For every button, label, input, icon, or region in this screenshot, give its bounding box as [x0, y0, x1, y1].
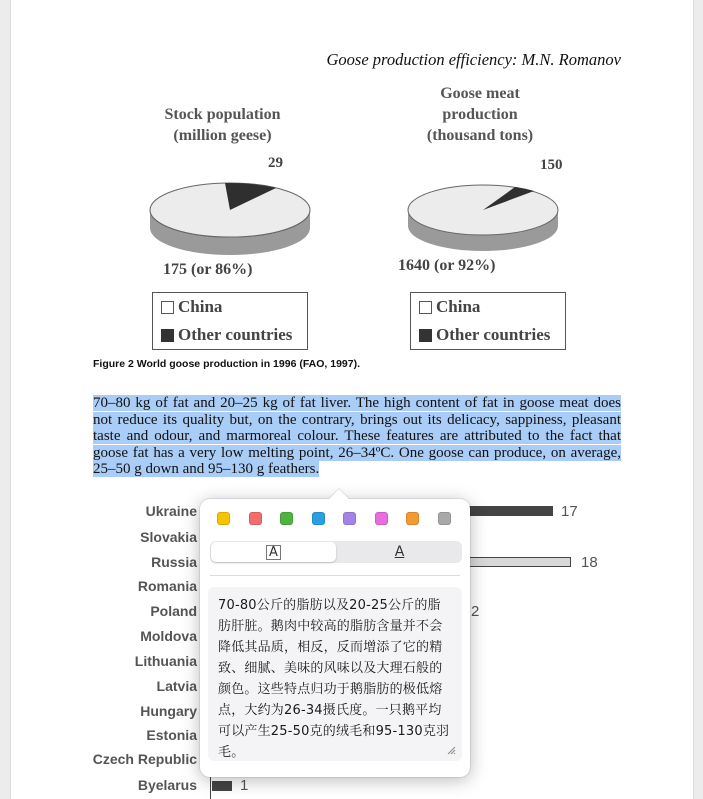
bar-label-estonia: Estonia: [146, 727, 197, 743]
popover-divider: [210, 575, 460, 576]
color-swatch-blue[interactable]: [312, 512, 325, 525]
color-swatch-purple[interactable]: [343, 512, 356, 525]
color-swatch-gray[interactable]: [438, 512, 451, 525]
legend-china-label: China: [178, 297, 223, 316]
right-pie-other-value: 150: [540, 157, 563, 173]
bar-axis: [210, 775, 211, 799]
left-pie-title: [140, 104, 305, 146]
color-swatch-row: [217, 512, 469, 525]
color-swatch-orange[interactable]: [406, 512, 419, 525]
other-swatch-right: [419, 329, 432, 342]
left-pie-title-line2: (million geese): [173, 127, 272, 144]
bar-label-czech-republic: Czech Republic: [92, 751, 197, 767]
left-pie-chart: [145, 170, 315, 260]
highlighted-paragraph[interactable]: [93, 395, 621, 478]
bar-label-hungary: Hungary: [140, 703, 197, 719]
note-text-area[interactable]: [208, 587, 462, 761]
left-pie-other-value: 29: [268, 155, 283, 171]
bar-ukraine: [465, 506, 553, 516]
bar-label-russia: Russia: [151, 554, 197, 570]
right-pie-chart: [403, 170, 563, 260]
right-pie-title-line2: production: [442, 106, 518, 123]
china-swatch: [161, 301, 174, 314]
legend-item-other-right: [419, 325, 550, 345]
highlight-style-button[interactable]: [211, 542, 336, 562]
color-swatch-yellow[interactable]: [217, 512, 230, 525]
bar-label-romania: Romania: [137, 578, 197, 594]
bar-value-byelarus: 1: [240, 777, 249, 794]
left-pie-china-value: 175 (or 86%): [163, 261, 253, 278]
underline-style-button[interactable]: [337, 542, 462, 562]
bar-label-lithuania: Lithuania: [134, 653, 197, 669]
china-swatch-right: [419, 301, 432, 314]
legend-item-other: [161, 325, 292, 345]
legend-item-china: [161, 297, 222, 317]
bar-byelarus: [212, 781, 232, 791]
right-pie-title: [400, 83, 560, 146]
bar-value-poland: 2: [471, 603, 480, 620]
right-pie-china-value: 1640 (or 92%): [398, 257, 496, 274]
color-swatch-green[interactable]: [280, 512, 293, 525]
figure-caption: Figure 2 World goose production in 1996 (FAO, 1997).: [93, 358, 361, 370]
bar-label-slovakia: Slovakia: [140, 529, 197, 545]
highlight-popover[interactable]: [200, 499, 470, 777]
bar-label-moldova: Moldova: [140, 628, 197, 644]
bar-value-ukraine: 17: [561, 503, 578, 520]
highlight-style-glyph: A: [266, 545, 281, 560]
right-pie-legend: [410, 292, 566, 350]
highlight-style-toggle: [210, 541, 462, 563]
right-pie-title-line1: Goose meat: [440, 85, 520, 102]
bar-value-russia: 18: [581, 554, 598, 571]
page-gutter-left: [0, 0, 11, 799]
left-pie-legend: [152, 292, 308, 350]
running-header: Goose production efficiency: M.N. Romanov: [326, 50, 621, 69]
page-gutter-right: [693, 0, 703, 799]
legend-china-label-right: China: [436, 297, 481, 316]
note-text: 70-80公斤的脂肪以及20-25公斤的脂肪肝脏。鹅肉中较高的脂肪含量并不会降低其品质，相反，反而增添了它的精致、细腻、美味的风味以及大理石般的颜色。这些特点归功于鹅脂肪的极低熔点，大约为26-34摄氏度。一只鹅平均可以产生25-50克的绒毛和95-130克羽毛。: [218, 598, 450, 760]
right-pie-title-line3: (thousand tons): [426, 127, 534, 144]
bar-russia: [465, 557, 571, 567]
bar-label-poland: Poland: [150, 603, 197, 619]
legend-other-label-right: Other countries: [436, 325, 551, 344]
other-swatch: [161, 329, 174, 342]
popover-arrow: [329, 489, 349, 509]
color-swatch-pink[interactable]: [375, 512, 388, 525]
left-pie-title-line1: Stock population: [164, 106, 281, 123]
legend-item-china-right: [419, 297, 480, 317]
legend-other-label: Other countries: [178, 325, 293, 344]
underline-style-glyph: A: [394, 544, 405, 560]
bar-label-latvia: Latvia: [156, 678, 197, 694]
bar-label-byelarus: Byelarus: [137, 777, 197, 793]
color-swatch-red[interactable]: [249, 512, 262, 525]
bar-label-ukraine: Ukraine: [145, 503, 197, 519]
resize-grip-icon[interactable]: [446, 745, 456, 755]
highlight-span[interactable]: 70–80 kg of fat and 20–25 kg of fat liver. The high content of fat in goose meat does not reduce its quality but, on the contrary, brings out its delicacy, sappiness, pleasant taste and odour, and marmoreal colour. These features are attributed to the fact that goose fat has a very low melting point, 26–34ºC. One goose can produce, on average, 25–50 g down and 95–130 g feathers.: [93, 395, 621, 477]
